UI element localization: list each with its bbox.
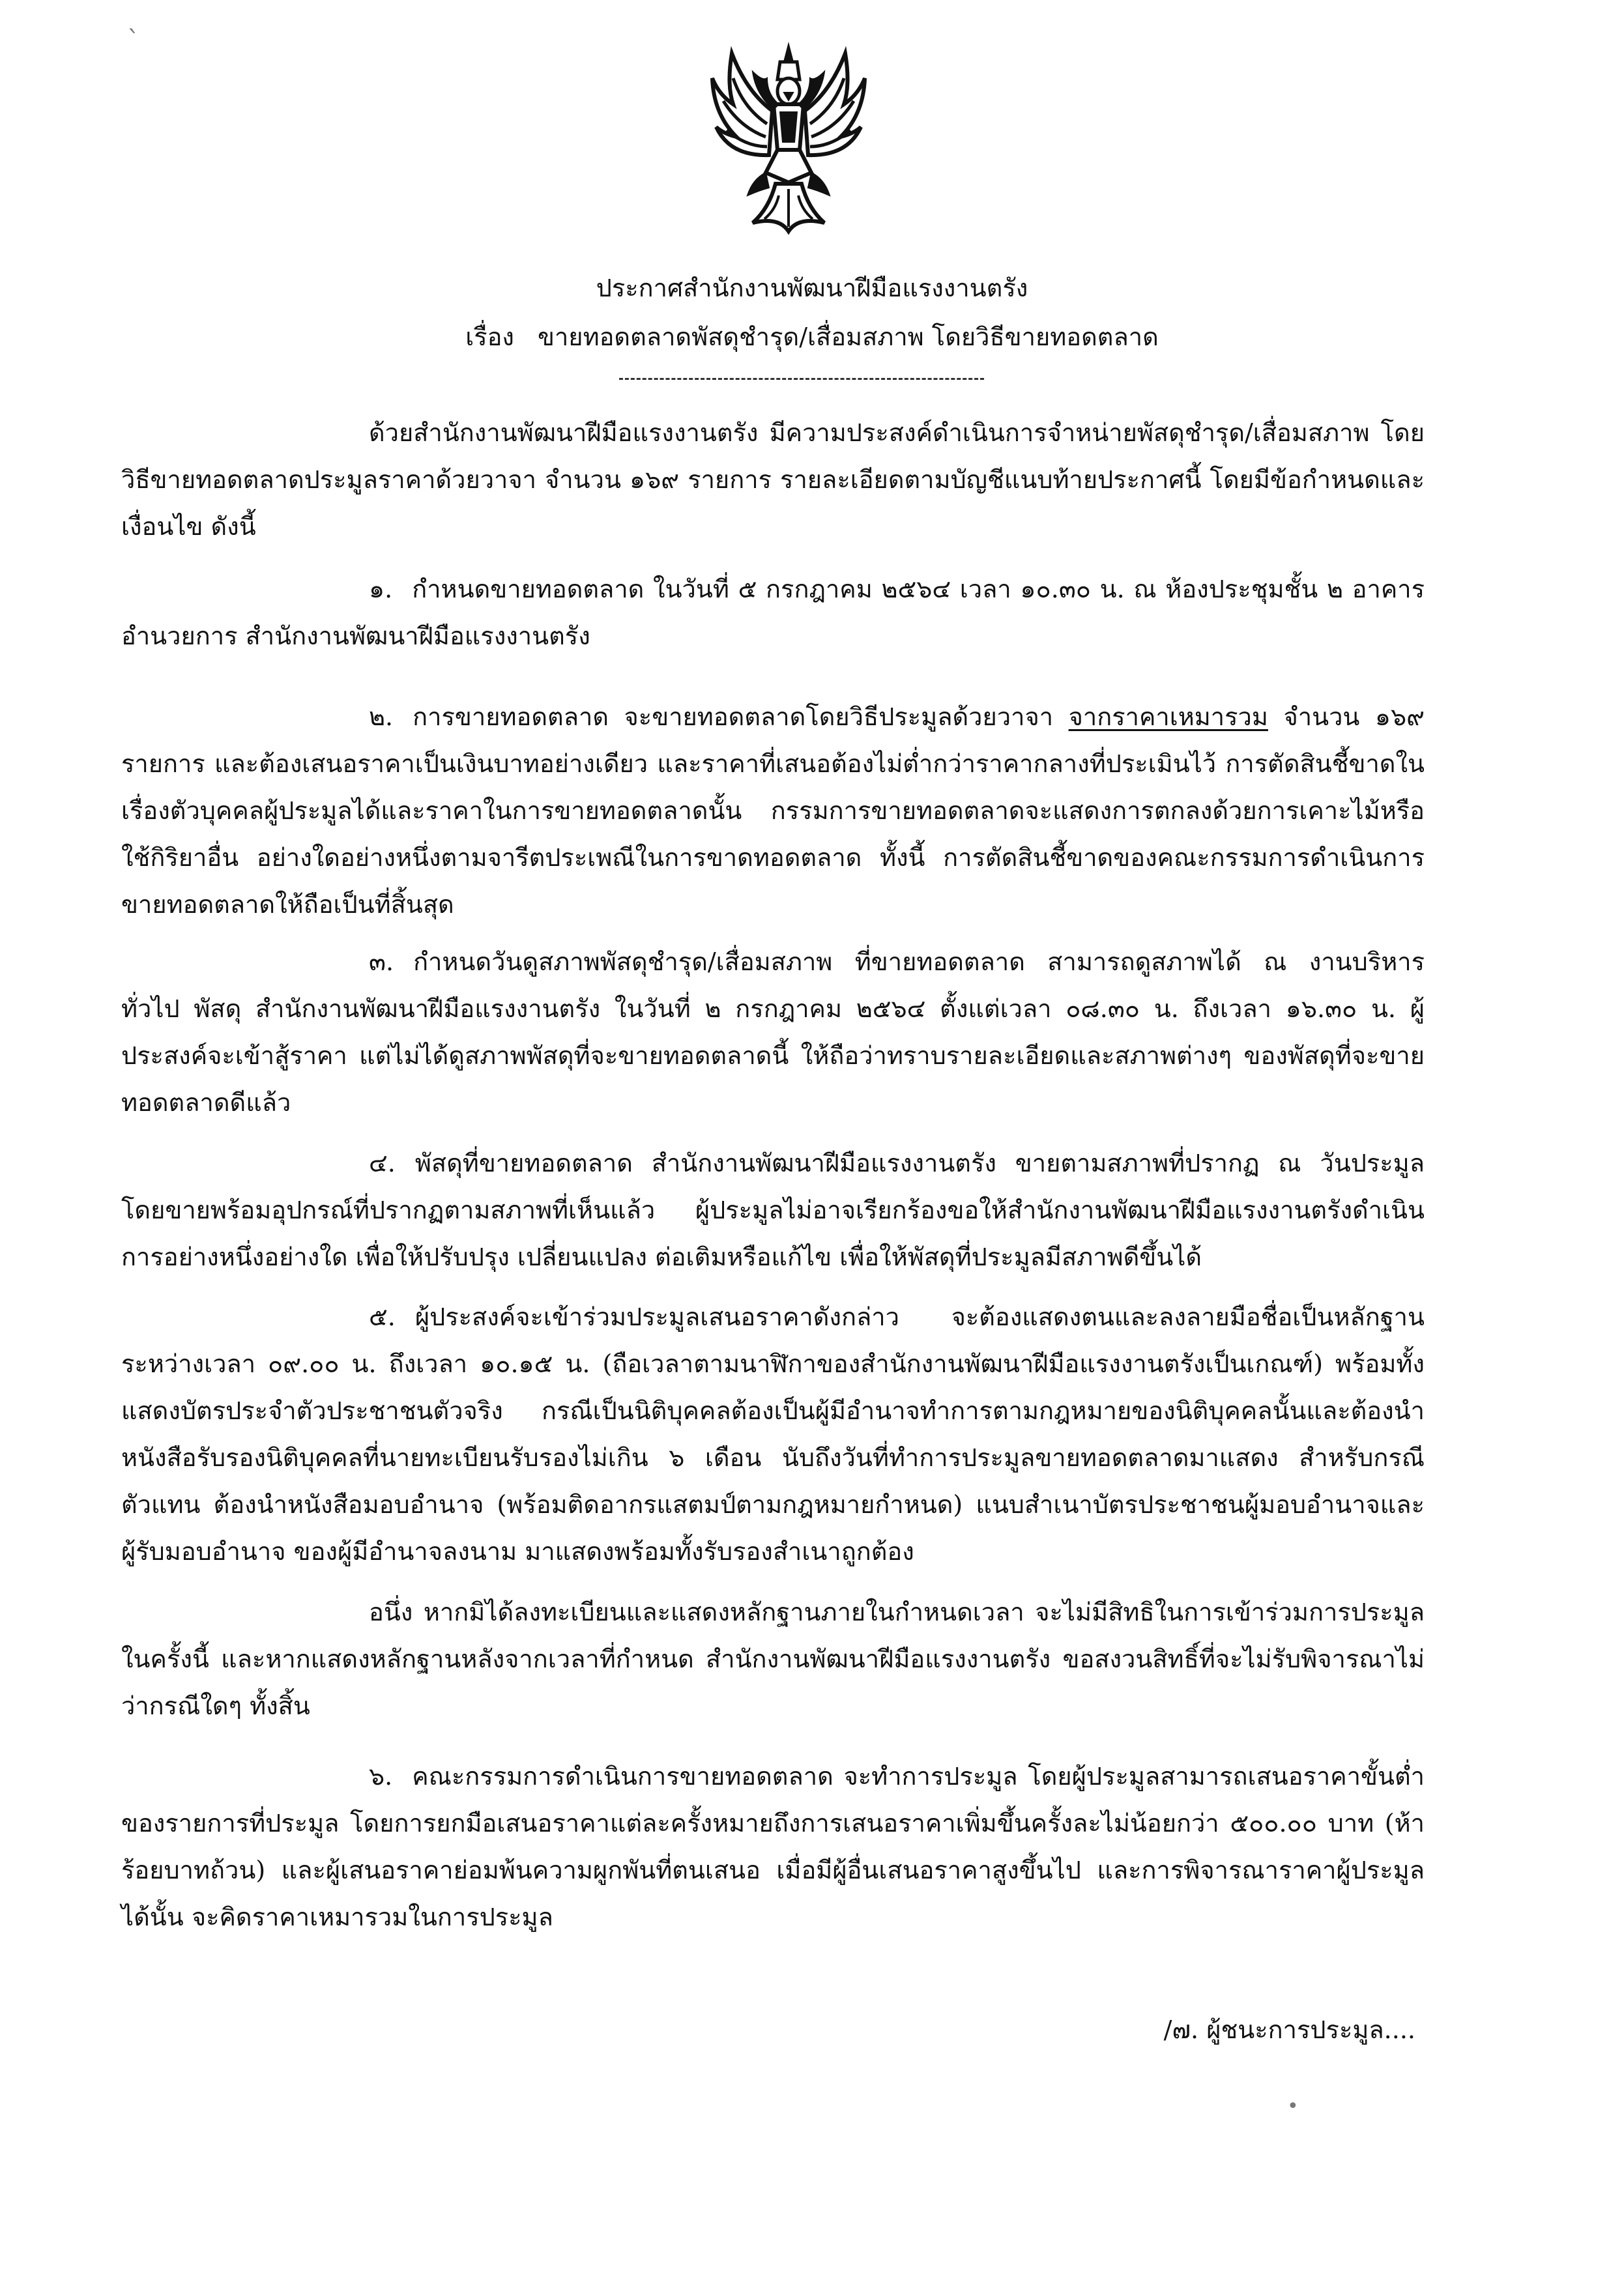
- announcement-title: ประกาศสำนักงานพัฒนาฝีมือแรงงานตรัง: [596, 274, 1028, 302]
- clause-number: ๑.: [369, 575, 393, 603]
- garuda-emblem: [707, 39, 870, 238]
- clause-4: [121, 1140, 1425, 1280]
- clause-text: กำหนดขายทอดตลาด ในวันที่ ๕ กรกฎาคม ๒๕๖๔ เวลา ๑๐.๓๐ น. ณ ห้องประชุมชั้น ๒ อาคารอำนวยการ สำนักงานพัฒนาฝีมือแรงงานตรัง: [121, 575, 1425, 650]
- announcement-subject: [0, 317, 1624, 356]
- divider: [619, 378, 984, 380]
- clause-number: ๖.: [369, 1762, 393, 1791]
- clause-number: ๔.: [369, 1149, 396, 1177]
- subject-label: เรื่อง: [465, 323, 514, 351]
- clause-text: จำนวน ๑๖๙ รายการ และต้องเสนอราคาเป็นเงินบาทอย่างเดียว และราคาที่เสนอต้องไม่ต่ำกว่าราคากลางที่ประเมินไว้ การตัดสินชี้ขาดในเรื่องตัวบุคคลผู้ประมูลได้และราคาในการขายทอดตลาดนั้น กรรมการขายทอดตลาดจะแสดงการตกลงด้วยการเคาะไม้หรือใช้กิริยาอื่น อย่างใดอย่างหนึ่งตามจารีตประเพณีในการขาดทอดตลาด ทั้งนี้ การตัดสินชี้ขาดของคณะกรรมการดำเนินการขายทอดตลาดให้ถือเป็นที่สิ้นสุด: [121, 702, 1425, 919]
- continuation-note: /๗. ผู้ชนะการประมูล....: [1163, 2015, 1415, 2044]
- clause-2: [121, 693, 1425, 928]
- clause-1: [121, 566, 1425, 659]
- clause-3: [121, 938, 1425, 1126]
- clause-emphasis: จากราคาเหมารวม: [1068, 702, 1268, 731]
- clause-5: [121, 1293, 1425, 1575]
- intro-paragraph: ด้วยสำนักงานพัฒนาฝีมือแรงงานตรัง มีความประสงค์ดำเนินการจำหน่ายพัสดุชำรุด/เสื่อมสภาพ โดยวิธีขายทอดตลาดประมูลราคาด้วยวาจา จำนวน ๑๖๙ รายการ รายละเอียดตามบัญชีแนบท้ายประกาศนี้ โดยมีข้อกำหนดและเงื่อนไข ดังนี้: [121, 418, 1425, 541]
- clause-text: กำหนดวันดูสภาพพัสดุชำรุด/เสื่อมสภาพ ที่ขายทอดตลาด สามารถดูสภาพได้ ณ งานบริหารทั่วไป พัสดุ สำนักงานพัฒนาฝีมือแรงงานตรัง ในวันที่ ๒ กรกฎาคม ๒๕๖๔ ตั้งแต่เวลา ๐๘.๓๐ น. ถึงเวลา ๑๖.๓๐ น. ผู้ประสงค์จะเข้าสู้ราคา แต่ไม่ได้ดูสภาพพัสดุที่จะขายทอดตลาดนี้ ให้ถือว่าทราบรายละเอียดและสภาพต่างๆ ของพัสดุที่จะขายทอดตลาดดีแล้ว: [121, 947, 1425, 1117]
- scan-artifact: •: [1287, 2095, 1299, 2118]
- clause-text: การขายทอดตลาด จะขายทอดตลาดโดยวิธีประมูลด้วยวาจา: [413, 702, 1054, 731]
- scan-artifact: `: [127, 26, 140, 56]
- clause-text: ผู้ประสงค์จะเข้าร่วมประมูลเสนอราคาดังกล่าว จะต้องแสดงตนและลงลายมือชื่อเป็นหลักฐานระหว่างเวลา ๐๙.๐๐ น. ถึงเวลา ๑๐.๑๕ น. (ถือเวลาตามนาฬิกาของสำนักงานพัฒนาฝีมือแรงงานตรังเป็นเกณฑ์) พร้อมทั้งแสดงบัตรประจำตัวประชาชนตัวจริง กรณีเป็นนิติบุคคลต้องเป็นผู้มีอำนาจทำการตามกฎหมายของนิติบุคคลนั้นและต้องนำหนังสือรับรองนิติบุคคลที่นายทะเบียนรับรองไม่เกิน ๖ เดือน นับถึงวันที่ทำการประมูลขายทอดตลาดมาแสดง สำหรับกรณีตัวแทน ต้องนำหนังสือมอบอำนาจ (พร้อมติดอากรแสตมป์ตามกฎหมายกำหนด) แนบสำเนาบัตรประชาชนผู้มอบอำนาจและผู้รับมอบอำนาจ ของผู้มีอำนาจลงนาม มาแสดงพร้อมทั้งรับรองสำเนาถูกต้อง: [121, 1303, 1425, 1566]
- note-paragraph: อนึ่ง หากมิได้ลงทะเบียนและแสดงหลักฐานภายในกำหนดเวลา จะไม่มีสิทธิในการเข้าร่วมการประมูลในครั้งนี้ และหากแสดงหลักฐานหลังจากเวลาที่กำหนด สำนักงานพัฒนาฝีมือแรงงานตรัง ขอสงวนสิทธิ์ที่จะไม่รับพิจารณาไม่ว่ากรณีใดๆ ทั้งสิ้น: [121, 1598, 1425, 1720]
- clause-text: พัสดุที่ขายทอดตลาด สำนักงานพัฒนาฝีมือแรงงานตรัง ขายตามสภาพที่ปรากฏ ณ วันประมูล โดยขายพร้อมอุปกรณ์ที่ปรากฏตามสภาพที่เห็นแล้ว ผู้ประมูลไม่อาจเรียกร้องขอให้สำนักงานพัฒนาฝีมือแรงงานตรังดำเนินการอย่างหนึ่งอย่างใด เพื่อให้ปรับปรุง เปลี่ยนแปลง ต่อเติมหรือแก้ไข เพื่อให้พัสดุที่ประมูลมีสภาพดีขึ้นได้: [121, 1149, 1425, 1271]
- clause-number: ๒.: [369, 702, 394, 731]
- clause-number: ๕.: [369, 1303, 396, 1331]
- clause-6: [121, 1753, 1425, 1940]
- clause-text: คณะกรรมการดำเนินการขายทอดตลาด จะทำการประมูล โดยผู้ประมูลสามารถเสนอราคาขั้นต่ำของรายการที่ประมูล โดยการยกมือเสนอราคาแต่ละครั้งหมายถึงการเสนอราคาเพิ่มขึ้นครั้งละไม่น้อยกว่า ๕๐๐.๐๐ บาท (ห้าร้อยบาทถ้วน) และผู้เสนอราคาย่อมพ้นความผูกพันที่ตนเสนอ เมื่อมีผู้อื่นเสนอราคาสูงขึ้นไป และการพิจารณาราคาผู้ประมูลได้นั้น จะคิดราคาเหมารวมในการประมูล: [121, 1762, 1425, 1931]
- subject-text: ขายทอดตลาดพัสดุชำรุด/เสื่อมสภาพ โดยวิธีขายทอดตลาด: [537, 323, 1159, 351]
- clause-number: ๓.: [369, 947, 394, 976]
